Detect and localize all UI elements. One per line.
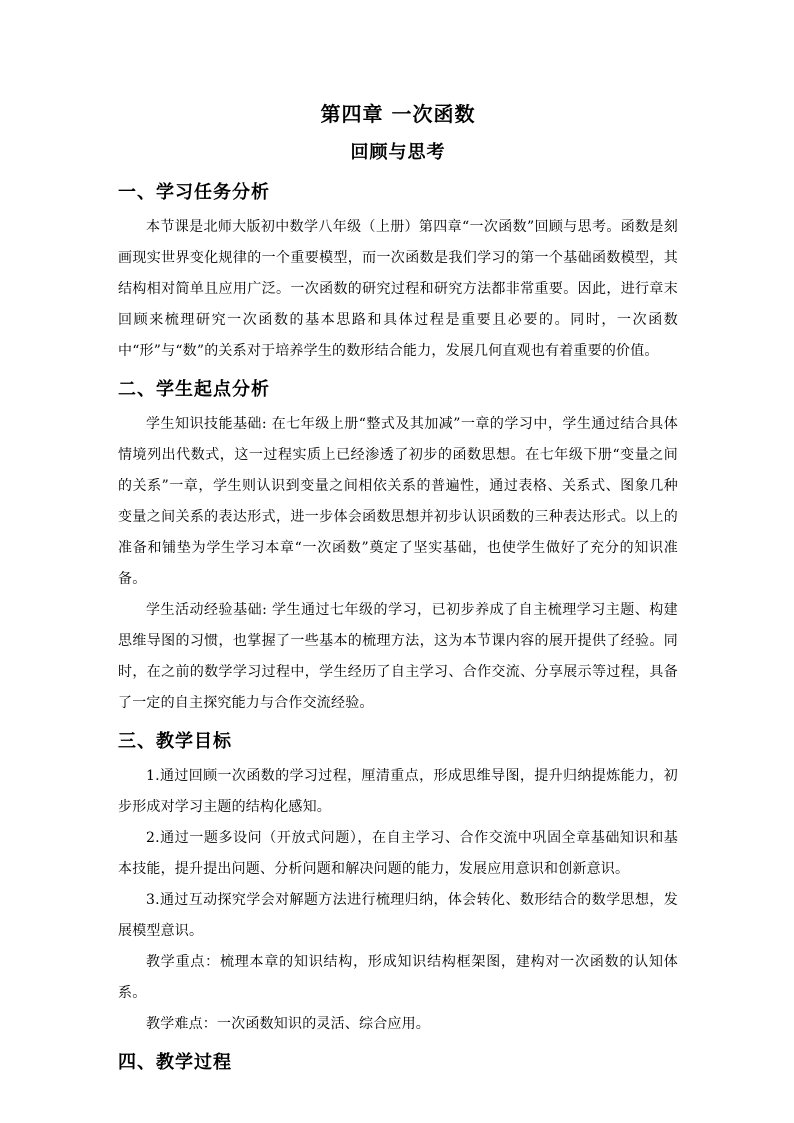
paragraph: 学生知识技能基础: 在七年级上册“整式及其加减”一章的学习中，学生通过结合具体情境列出代数式，这一过程实质上已经渗透了初步的函数思想。在七年级下册“变量之间的关系”一章，学生则认识到变量之间相依关系的普遍性，通过表格、关系式、图象几种变量之间关系的表达形式，进一步体会函数思想并初步认识函数的三种表达形式。以上的准备和铺垫为学生学习本章“一次函数”奠定了坚实基础，也使学生做好了充分的知识准备。 [118, 416, 678, 587]
section-task-analysis [118, 180, 678, 367]
section-heading: 三、教学目标 [118, 731, 232, 752]
section-teaching-process [118, 1050, 678, 1076]
paragraph: 教学难点：一次函数知识的灵活、综合应用。 [146, 1016, 430, 1032]
document-page [118, 100, 678, 1082]
section-teaching-goals [118, 729, 678, 1040]
section-heading: 一、学习任务分析 [118, 182, 270, 203]
paragraph: 2.通过一题多设问（开放式问题），在自主学习、合作交流中巩固全章基础知识和基本技能，提升提出问题、分析问题和解决问题的能力，发展应用意识和创新意识。 [118, 830, 678, 877]
section-heading: 二、学生起点分析 [118, 379, 270, 400]
section-student-starting-point [118, 377, 678, 719]
section-heading: 四、教学过程 [118, 1052, 232, 1073]
paragraph: 教学重点：梳理本章的知识结构，形成知识结构框架图，建构对一次函数的认知体系。 [118, 954, 678, 1001]
paragraph: 学生活动经验基础: 学生通过七年级的学习，已初步养成了自主梳理学习主题、构建思维导图的习惯，也掌握了一些基本的梳理方法，这为本节课内容的展开提供了经验。同时，在之前的数学学习过程中，学生经历了自主学习、合作交流、分享展示等过程，具备了一定的自主探究能力与合作交流经验。 [118, 602, 678, 711]
page-subtitle: 回顾与思考 [350, 142, 446, 163]
page-title: 第四章 一次函数 [320, 102, 476, 126]
paragraph: 3.通过互动探究学会对解题方法进行梳理归纳，体会转化、数形结合的数学思想，发展模型意识。 [118, 892, 678, 939]
paragraph: 1.通过回顾一次函数的学习过程，厘清重点，形成思维导图，提升归纳提炼能力，初步形成对学习主题的结构化感知。 [118, 768, 678, 815]
paragraph: 本节课是北师大版初中数学八年级（上册）第四章“一次函数”回顾与思考。函数是刻画现实世界变化规律的一个重要模型，而一次函数是我们学习的第一个基础函数模型，其结构相对简单且应用广泛。一次函数的研究过程和研究方法都非常重要。因此，进行章末回顾来梳理研究一次函数的基本思路和具体过程是重要且必要的。同时，一次函数中“形”与“数”的关系对于培养学生的数形结合能力，发展几何直观也有着重要的价值。 [118, 219, 678, 359]
